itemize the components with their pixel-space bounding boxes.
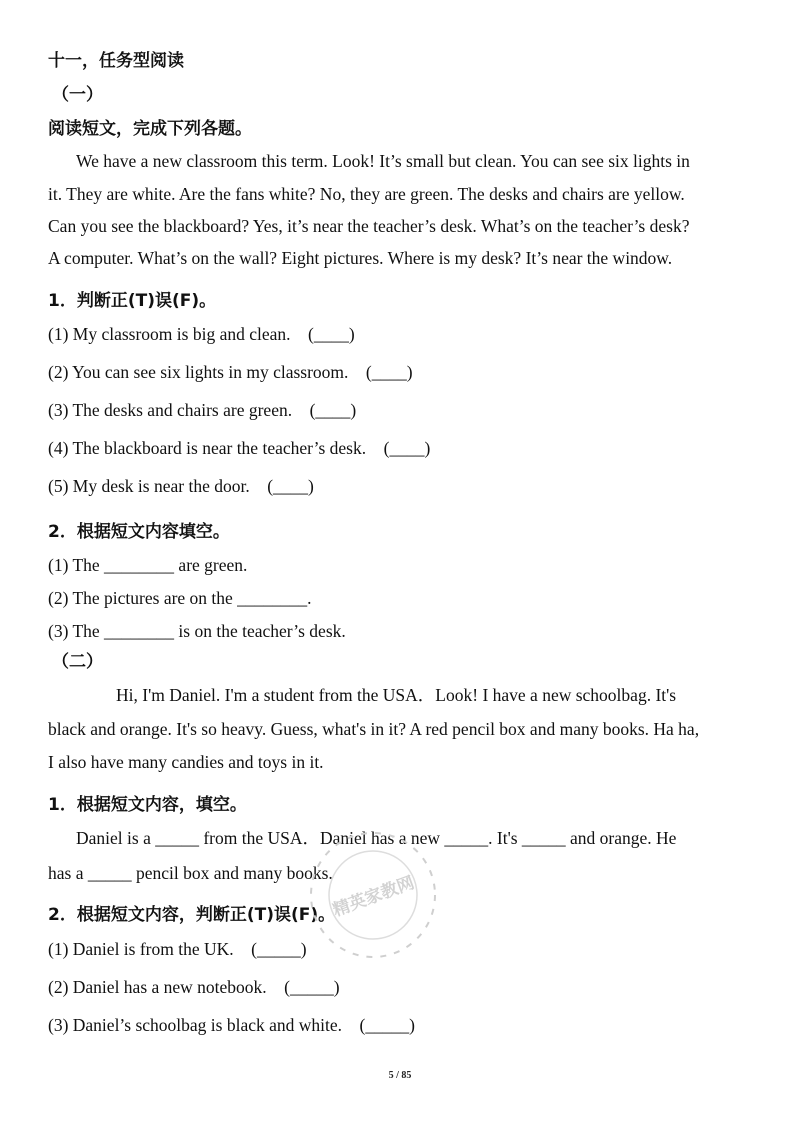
part2-label: （二）	[52, 652, 103, 672]
part2-q2-title: 2．根据短文内容，判断正(T)误(F)。	[48, 905, 336, 925]
passage2-line: black and orange. It's so heavy. Guess, what's in it? A red pencil box and many books. Ha ha,	[48, 719, 700, 739]
part1-label: （一）	[52, 85, 103, 105]
tf-question: (5) My desk is near the door. (____)	[48, 476, 314, 496]
passage1-line: Can you see the blackboard? Yes, it’s near the teacher’s desk. What’s on the teacher’s desk?	[48, 216, 690, 236]
fill-line: has a _____ pencil box and many books.	[48, 863, 333, 883]
part2-q1-title: 1．根据短文内容，填空。	[48, 795, 247, 815]
passage1-line: We have a new classroom this term. Look! It’s small but clean. You can see six lights in	[76, 151, 690, 171]
watermark-stamp	[298, 820, 448, 970]
tf-question: (4) The blackboard is near the teacher’s desk. (____)	[48, 438, 431, 458]
tf-question: (2) Daniel has a new notebook. (_____)	[48, 977, 340, 997]
part1-instruction: 阅读短文，完成下列各题。	[48, 119, 252, 139]
section-title: 十一，任务型阅读	[48, 51, 184, 71]
fill-question: (2) The pictures are on the ________.	[48, 588, 312, 608]
part1-q1-title: 1．判断正(T)误(F)。	[48, 291, 217, 311]
tf-question: (3) Daniel’s schoolbag is black and white. (_____)	[48, 1015, 415, 1035]
fill-line: Daniel is a _____ from the USA．Daniel has a new _____. It's _____ and orange. He	[76, 828, 677, 848]
tf-question: (1) Daniel is from the UK. (_____)	[48, 939, 307, 959]
part1-q2-title: 2．根据短文内容填空。	[48, 522, 230, 542]
fill-question: (1) The ________ are green.	[48, 555, 248, 575]
tf-question: (3) The desks and chairs are green. (____)	[48, 400, 357, 420]
page-number: 5 / 85	[388, 1070, 412, 1081]
passage2-line: Hi, I'm Daniel. I'm a student from the USA．Look! I have a new schoolbag. It's	[116, 685, 677, 705]
passage2-line: I also have many candies and toys in it.	[48, 752, 324, 772]
tf-question: (1) My classroom is big and clean. (____)	[48, 324, 355, 344]
tf-question: (2) You can see six lights in my classroom. (____)	[48, 362, 413, 382]
fill-question: (3) The ________ is on the teacher’s desk.	[48, 621, 346, 641]
passage1-line: it. They are white. Are the fans white? No, they are green. The desks and chairs are yellow.	[48, 184, 685, 204]
watermark-text: 精英家教网	[330, 872, 418, 921]
passage1-line: A computer. What’s on the wall? Eight pictures. Where is my desk? It’s near the window.	[48, 248, 673, 268]
